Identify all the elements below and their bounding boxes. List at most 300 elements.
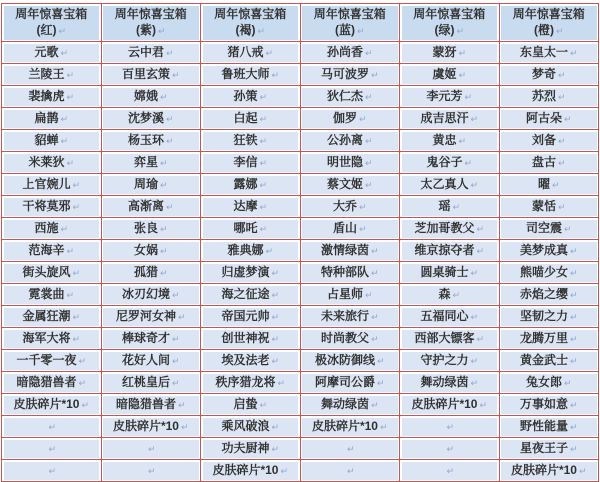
paragraph-mark-icon: ↵ — [157, 26, 166, 36]
item-name: 激情绿茵 — [320, 243, 369, 257]
table-cell — [400, 416, 500, 438]
paragraph-mark-icon: ↵ — [58, 26, 67, 36]
table-cell — [499, 152, 599, 174]
item-name: 五福同心 — [420, 309, 469, 323]
table-cell — [101, 416, 201, 438]
table-cell — [499, 416, 599, 438]
item-name: 皮肤碎片*10 — [411, 397, 478, 411]
item-name: 阿古朵 — [525, 111, 562, 125]
table-cell — [201, 174, 301, 196]
item-name: 龙腾万里 — [519, 331, 568, 345]
item-name: 花好人间 — [121, 353, 170, 367]
table-cell — [101, 218, 201, 240]
table-row — [2, 394, 599, 416]
table-cell — [101, 372, 201, 394]
table-cell — [499, 42, 599, 64]
paragraph-mark-icon: ↵ — [557, 136, 566, 146]
table-cell — [499, 306, 599, 328]
paragraph-mark-icon: ↵ — [563, 224, 572, 234]
item-name: 舞动绿茵 — [420, 375, 469, 389]
paragraph-mark-icon: ↵ — [452, 290, 461, 300]
item-name: 启蛰 — [233, 397, 258, 411]
paragraph-mark-icon: ↵ — [259, 224, 268, 234]
table-cell — [300, 240, 400, 262]
item-name: 猪八戒 — [227, 45, 264, 59]
paragraph-mark-icon: ↵ — [476, 334, 485, 344]
table-cell — [300, 438, 400, 460]
item-name: 西施 — [34, 221, 59, 235]
item-name: 裴擒虎 — [28, 89, 65, 103]
table-cell — [400, 130, 500, 152]
table-row — [2, 328, 599, 350]
column-title: 周年惊喜宝箱 — [413, 7, 486, 21]
item-name: 蔡文姬 — [326, 177, 363, 191]
item-name: 杨玉环 — [127, 133, 164, 147]
table-cell — [300, 218, 400, 240]
table-cell — [201, 328, 301, 350]
table-cell — [201, 438, 301, 460]
table-cell — [201, 108, 301, 130]
table-cell — [400, 86, 500, 108]
table-row — [2, 460, 599, 482]
item-name: 马可波罗 — [320, 67, 369, 81]
table-cell — [2, 328, 102, 350]
table-row — [2, 108, 599, 130]
paragraph-mark-icon: ↵ — [259, 92, 268, 102]
item-name: 黄忠 — [432, 133, 457, 147]
paragraph-mark-icon: ↵ — [569, 422, 578, 432]
paragraph-mark-icon: ↵ — [370, 70, 379, 80]
table-row — [2, 372, 599, 394]
table-cell — [400, 108, 500, 130]
column-subtitle-line — [203, 22, 298, 39]
item-name: 嫦娥 — [133, 89, 158, 103]
table-cell — [201, 42, 301, 64]
column-subtitle: (紫) — [135, 23, 156, 37]
table-cell — [400, 42, 500, 64]
table-cell — [2, 306, 102, 328]
table-cell — [2, 42, 102, 64]
table-cell — [300, 262, 400, 284]
table-cell — [2, 108, 102, 130]
table-cell — [499, 218, 599, 240]
item-name: 大乔 — [332, 199, 357, 213]
table-cell — [499, 174, 599, 196]
item-name: 刘备 — [531, 133, 556, 147]
paragraph-mark-icon: ↵ — [476, 246, 485, 256]
paragraph-mark-icon: ↵ — [476, 224, 485, 234]
table-row — [2, 218, 599, 240]
table-cell — [101, 262, 201, 284]
paragraph-mark-icon: ↵ — [452, 202, 461, 212]
item-name: 鲁班大师 — [221, 67, 270, 81]
item-name: 西部大镖客 — [414, 331, 475, 345]
table-cell — [300, 86, 400, 108]
item-name: 百里玄策 — [121, 67, 170, 81]
paragraph-mark-icon: ↵ — [165, 136, 174, 146]
item-name: 守护之力 — [420, 353, 469, 367]
item-name: 沈梦溪 — [127, 111, 164, 125]
table-row — [2, 306, 599, 328]
table-row — [2, 130, 599, 152]
item-name: 海军大将 — [22, 331, 71, 345]
paragraph-mark-icon: ↵ — [364, 158, 373, 168]
item-name: 上官婉儿 — [22, 177, 71, 191]
table-cell — [300, 130, 400, 152]
table-cell — [300, 108, 400, 130]
table-row — [2, 438, 599, 460]
paragraph-mark-icon: ↵ — [159, 224, 168, 234]
paragraph-mark-icon: ↵ — [259, 400, 268, 410]
paragraph-mark-icon: ↵ — [458, 48, 467, 58]
column-title: 周年惊喜宝箱 — [313, 7, 386, 21]
table-row — [2, 284, 599, 306]
table-cell — [101, 350, 201, 372]
table-cell — [201, 196, 301, 218]
paragraph-mark-icon: ↵ — [81, 400, 90, 410]
column-header — [499, 4, 599, 42]
table-cell — [201, 306, 301, 328]
table-row — [2, 240, 599, 262]
paragraph-mark-icon: ↵ — [66, 92, 75, 102]
table-cell — [400, 328, 500, 350]
item-name: 蒙犽 — [432, 45, 457, 59]
table-cell — [201, 284, 301, 306]
item-name: 皮肤碎片*10 — [112, 419, 179, 433]
table-cell — [300, 416, 400, 438]
table-cell — [499, 108, 599, 130]
paragraph-mark-icon: ↵ — [569, 334, 578, 344]
table-cell — [2, 240, 102, 262]
item-name: 秩序猎龙将 — [215, 375, 276, 389]
table-cell — [201, 394, 301, 416]
table-cell — [499, 86, 599, 108]
paragraph-mark-icon: ↵ — [370, 400, 379, 410]
item-name: 周瑜 — [133, 177, 158, 191]
paragraph-mark-icon: ↵ — [271, 268, 280, 278]
item-name: 梦奇 — [531, 67, 556, 81]
item-name: 森 — [438, 287, 451, 301]
paragraph-mark-icon: ↵ — [171, 290, 180, 300]
paragraph-mark-icon: ↵ — [159, 268, 168, 278]
table-cell — [101, 394, 201, 416]
table-cell — [201, 372, 301, 394]
table-cell — [2, 130, 102, 152]
paragraph-mark-icon: ↵ — [171, 356, 180, 366]
paragraph-mark-icon: ↵ — [446, 422, 455, 432]
table-cell — [2, 262, 102, 284]
table-cell — [101, 108, 201, 130]
table-cell — [201, 350, 301, 372]
paragraph-mark-icon: ↵ — [551, 180, 560, 190]
paragraph-mark-icon: ↵ — [569, 246, 578, 256]
column-header — [400, 4, 500, 42]
item-name: 元歌 — [34, 45, 59, 59]
item-name: 司空震 — [525, 221, 562, 235]
table-cell — [101, 284, 201, 306]
table-cell — [300, 42, 400, 64]
item-name: 金属狂潮 — [22, 309, 71, 323]
paragraph-mark-icon: ↵ — [280, 466, 289, 476]
column-title: 周年惊喜宝箱 — [114, 7, 187, 21]
paragraph-mark-icon: ↵ — [147, 466, 156, 476]
item-name: 极冰防御线 — [314, 353, 375, 367]
item-name: 狂铁 — [233, 133, 258, 147]
item-name: 尼罗河女神 — [115, 309, 176, 323]
column-header — [2, 4, 102, 42]
table-cell — [400, 438, 500, 460]
item-name: 皮肤碎片*10 — [510, 463, 577, 477]
table-cell — [101, 130, 201, 152]
paragraph-mark-icon: ↵ — [271, 290, 280, 300]
table-cell — [101, 438, 201, 460]
item-name: 扁鹊 — [34, 111, 59, 125]
table-row — [2, 196, 599, 218]
column-title: 周年惊喜宝箱 — [214, 7, 287, 21]
paragraph-mark-icon: ↵ — [265, 48, 274, 58]
paragraph-mark-icon: ↵ — [180, 422, 189, 432]
item-name: 女娲 — [133, 243, 158, 257]
paragraph-mark-icon: ↵ — [563, 378, 572, 388]
table-cell — [499, 196, 599, 218]
column-subtitle: (红) — [36, 23, 57, 37]
table-cell — [400, 240, 500, 262]
paragraph-mark-icon: ↵ — [165, 202, 174, 212]
column-subtitle: (褐) — [235, 23, 256, 37]
paragraph-mark-icon: ↵ — [356, 26, 365, 36]
paragraph-mark-icon: ↵ — [446, 466, 455, 476]
column-subtitle-line — [104, 22, 199, 39]
paragraph-mark-icon: ↵ — [557, 92, 566, 102]
table-cell — [2, 174, 102, 196]
paragraph-mark-icon: ↵ — [72, 202, 81, 212]
item-name: 云中君 — [127, 45, 164, 59]
item-name: 一千零一夜 — [16, 353, 77, 367]
paragraph-mark-icon: ↵ — [271, 312, 280, 322]
paragraph-mark-icon: ↵ — [259, 180, 268, 190]
item-name: 街头旋风 — [22, 265, 71, 279]
item-name: 棒球奇才 — [121, 331, 170, 345]
item-name: 舞动绿茵 — [320, 397, 369, 411]
table-cell — [400, 196, 500, 218]
item-name: 范海辛 — [28, 243, 65, 257]
paragraph-mark-icon: ↵ — [159, 180, 168, 190]
table-cell — [2, 284, 102, 306]
table-cell — [499, 328, 599, 350]
table-cell — [300, 460, 400, 482]
table-cell — [201, 152, 301, 174]
column-subtitle: (橙) — [533, 23, 554, 37]
column-title: 周年惊喜宝箱 — [512, 7, 585, 21]
paragraph-mark-icon: ↵ — [569, 290, 578, 300]
header-row — [2, 4, 599, 42]
column-header — [101, 4, 201, 42]
paragraph-mark-icon: ↵ — [569, 268, 578, 278]
paragraph-mark-icon: ↵ — [259, 202, 268, 212]
item-name: 黄金武士 — [519, 353, 568, 367]
paragraph-mark-icon: ↵ — [358, 114, 367, 124]
paragraph-mark-icon: ↵ — [376, 356, 385, 366]
item-name: 白起 — [233, 111, 258, 125]
item-name: 盾山 — [332, 221, 357, 235]
paragraph-mark-icon: ↵ — [470, 114, 479, 124]
table-cell — [400, 394, 500, 416]
table-cell — [201, 240, 301, 262]
item-name: 未来旅行 — [320, 309, 369, 323]
paragraph-mark-icon: ↵ — [569, 356, 578, 366]
item-name: 李信 — [233, 155, 258, 169]
table-cell — [101, 42, 201, 64]
item-name: 明世隐 — [326, 155, 363, 169]
paragraph-mark-icon: ↵ — [346, 444, 355, 454]
paragraph-mark-icon: ↵ — [72, 312, 81, 322]
paragraph-mark-icon: ↵ — [379, 422, 388, 432]
paragraph-mark-icon: ↵ — [555, 26, 564, 36]
paragraph-mark-icon: ↵ — [60, 224, 69, 234]
item-name: 功夫厨神 — [221, 441, 270, 455]
paragraph-mark-icon: ↵ — [78, 378, 87, 388]
column-subtitle: (蓝) — [334, 23, 355, 37]
column-subtitle-line — [402, 22, 497, 39]
table-row — [2, 64, 599, 86]
paragraph-mark-icon: ↵ — [358, 202, 367, 212]
column-header — [300, 4, 400, 42]
table-cell — [400, 306, 500, 328]
paragraph-mark-icon: ↵ — [171, 334, 180, 344]
column-header — [201, 4, 301, 42]
paragraph-mark-icon: ↵ — [277, 378, 286, 388]
item-name: 赤焰之缨 — [519, 287, 568, 301]
item-name: 孙策 — [233, 89, 258, 103]
table-cell — [499, 240, 599, 262]
paragraph-mark-icon: ↵ — [66, 246, 75, 256]
paragraph-mark-icon: ↵ — [78, 356, 87, 366]
item-name: 阿摩司公爵 — [314, 375, 375, 389]
table-row — [2, 416, 599, 438]
item-name: 鬼谷子 — [426, 155, 463, 169]
paragraph-mark-icon: ↵ — [470, 356, 479, 366]
table-row — [2, 86, 599, 108]
paragraph-mark-icon: ↵ — [370, 334, 379, 344]
paragraph-mark-icon: ↵ — [271, 70, 280, 80]
paragraph-mark-icon: ↵ — [265, 246, 274, 256]
table-cell — [2, 460, 102, 482]
item-name: 创世神祝 — [221, 331, 270, 345]
column-subtitle-line — [303, 22, 398, 39]
paragraph-mark-icon: ↵ — [370, 268, 379, 278]
table-cell — [201, 416, 301, 438]
paragraph-mark-icon: ↵ — [557, 158, 566, 168]
paragraph-mark-icon: ↵ — [259, 114, 268, 124]
table-cell — [201, 460, 301, 482]
paragraph-mark-icon: ↵ — [470, 268, 479, 278]
paragraph-mark-icon: ↵ — [60, 48, 69, 58]
paragraph-mark-icon: ↵ — [446, 444, 455, 454]
item-name: 美梦成真 — [519, 243, 568, 257]
paragraph-mark-icon: ↵ — [60, 114, 69, 124]
table-cell — [101, 460, 201, 482]
table-cell — [201, 130, 301, 152]
paragraph-mark-icon: ↵ — [470, 180, 479, 190]
paragraph-mark-icon: ↵ — [159, 158, 168, 168]
paragraph-mark-icon: ↵ — [159, 92, 168, 102]
item-name: 红桃皇后 — [121, 375, 170, 389]
table-cell — [400, 284, 500, 306]
item-name: 苏烈 — [531, 89, 556, 103]
item-name: 公孙离 — [326, 133, 363, 147]
table-cell — [2, 438, 102, 460]
table-cell — [300, 174, 400, 196]
item-name: 帝国元帅 — [221, 309, 270, 323]
table-cell — [499, 64, 599, 86]
table-cell — [300, 152, 400, 174]
item-name: 野性能量 — [519, 419, 568, 433]
table-cell — [101, 86, 201, 108]
table-header — [2, 4, 599, 42]
table-cell — [400, 152, 500, 174]
item-name: 皮肤碎片*10 — [311, 419, 378, 433]
paragraph-mark-icon: ↵ — [370, 312, 379, 322]
table-cell — [400, 372, 500, 394]
table-cell — [300, 306, 400, 328]
table-cell — [400, 218, 500, 240]
column-subtitle-line — [502, 22, 597, 39]
table-cell — [2, 196, 102, 218]
table-cell — [2, 64, 102, 86]
table-cell — [499, 394, 599, 416]
paragraph-mark-icon: ↵ — [358, 224, 367, 234]
item-name: 乘风破浪 — [221, 419, 270, 433]
paragraph-mark-icon: ↵ — [271, 422, 280, 432]
paragraph-mark-icon: ↵ — [165, 114, 174, 124]
table-cell — [201, 86, 301, 108]
item-name: 雅典娜 — [227, 243, 264, 257]
paragraph-mark-icon: ↵ — [271, 334, 280, 344]
paragraph-mark-icon: ↵ — [569, 312, 578, 322]
table-cell — [101, 196, 201, 218]
table-cell — [300, 284, 400, 306]
paragraph-mark-icon: ↵ — [364, 290, 373, 300]
table-row — [2, 152, 599, 174]
item-name: 哪吒 — [233, 221, 258, 235]
paragraph-mark-icon: ↵ — [159, 246, 168, 256]
table-cell — [300, 372, 400, 394]
table-cell — [2, 350, 102, 372]
paragraph-mark-icon: ↵ — [569, 444, 578, 454]
item-name: 暗隐猎兽者 — [115, 397, 176, 411]
table-cell — [2, 218, 102, 240]
item-name: 万事如意 — [519, 397, 568, 411]
paragraph-mark-icon: ↵ — [66, 70, 75, 80]
item-name: 李元芳 — [426, 89, 463, 103]
paragraph-mark-icon: ↵ — [171, 70, 180, 80]
table-cell — [101, 328, 201, 350]
column-subtitle: (绿) — [434, 23, 455, 37]
table-cell — [101, 152, 201, 174]
paragraph-mark-icon: ↵ — [72, 268, 81, 278]
item-name: 太乙真人 — [420, 177, 469, 191]
paragraph-mark-icon: ↵ — [364, 92, 373, 102]
item-name: 兔女郎 — [525, 375, 562, 389]
paragraph-mark-icon: ↵ — [147, 444, 156, 454]
item-name: 芝加哥教父 — [414, 221, 475, 235]
item-name: 维京掠夺者 — [414, 243, 475, 257]
table-cell — [101, 64, 201, 86]
item-name: 瑶 — [438, 199, 451, 213]
item-name: 弈星 — [133, 155, 158, 169]
paragraph-mark-icon: ↵ — [271, 444, 280, 454]
item-name: 冰刃幻境 — [121, 287, 170, 301]
